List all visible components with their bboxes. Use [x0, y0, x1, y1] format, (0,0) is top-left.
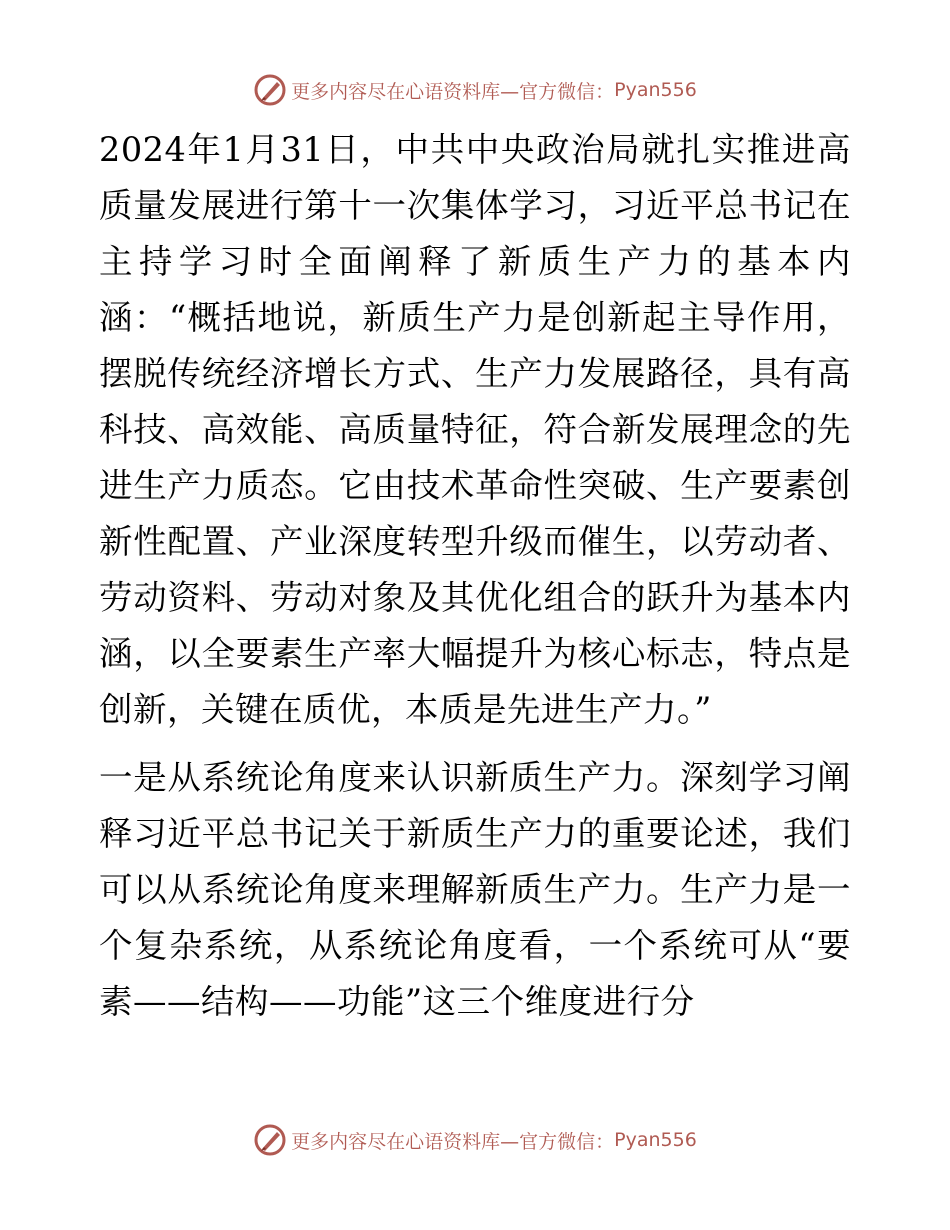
footer-banner	[0, 1120, 950, 1160]
document-body	[99, 122, 851, 1030]
quill-pen-circle-icon	[253, 73, 287, 107]
quill-pen-circle-icon	[253, 1123, 287, 1157]
footer-banner-text: 更多内容尽在心语资料库—官方微信：	[291, 1130, 615, 1153]
header-wechat-id: Pyan556	[614, 79, 697, 101]
header-banner-text: 更多内容尽在心语资料库—官方微信：	[291, 80, 615, 103]
footer-wechat-id: Pyan556	[614, 1129, 697, 1151]
header-banner	[0, 70, 950, 110]
paragraph-2: 一是从系统论角度来认识新质生产力。深刻学习阐释习近平总书记关于新质生产力的重要论述，我们可以从系统论角度来理解新质生产力。生产力是一个复杂系统，从系统论角度看，一个系统可从“要素——结构——功能”这三个维度进行分	[99, 758, 851, 1021]
paragraph-1: 2024年1月31日，中共中央政治局就扎实推进高质量发展进行第十一次集体学习，习近平总书记在主持学习时全面阐释了新质生产力的基本内涵：“概括地说，新质生产力是创新起主导作用，摆脱传统经济增长方式、生产力发展路径，具有高科技、高效能、高质量特征，符合新发展理念的先进生产力质态。它由技术革命性突破、生产要素创新性配置、产业深度转型升级而催生，以劳动者、劳动资料、劳动对象及其优化组合的跃升为基本内涵，以全要素生产率大幅提升为核心标志，特点是创新，关键在质优，本质是先进生产力。”	[99, 130, 851, 729]
